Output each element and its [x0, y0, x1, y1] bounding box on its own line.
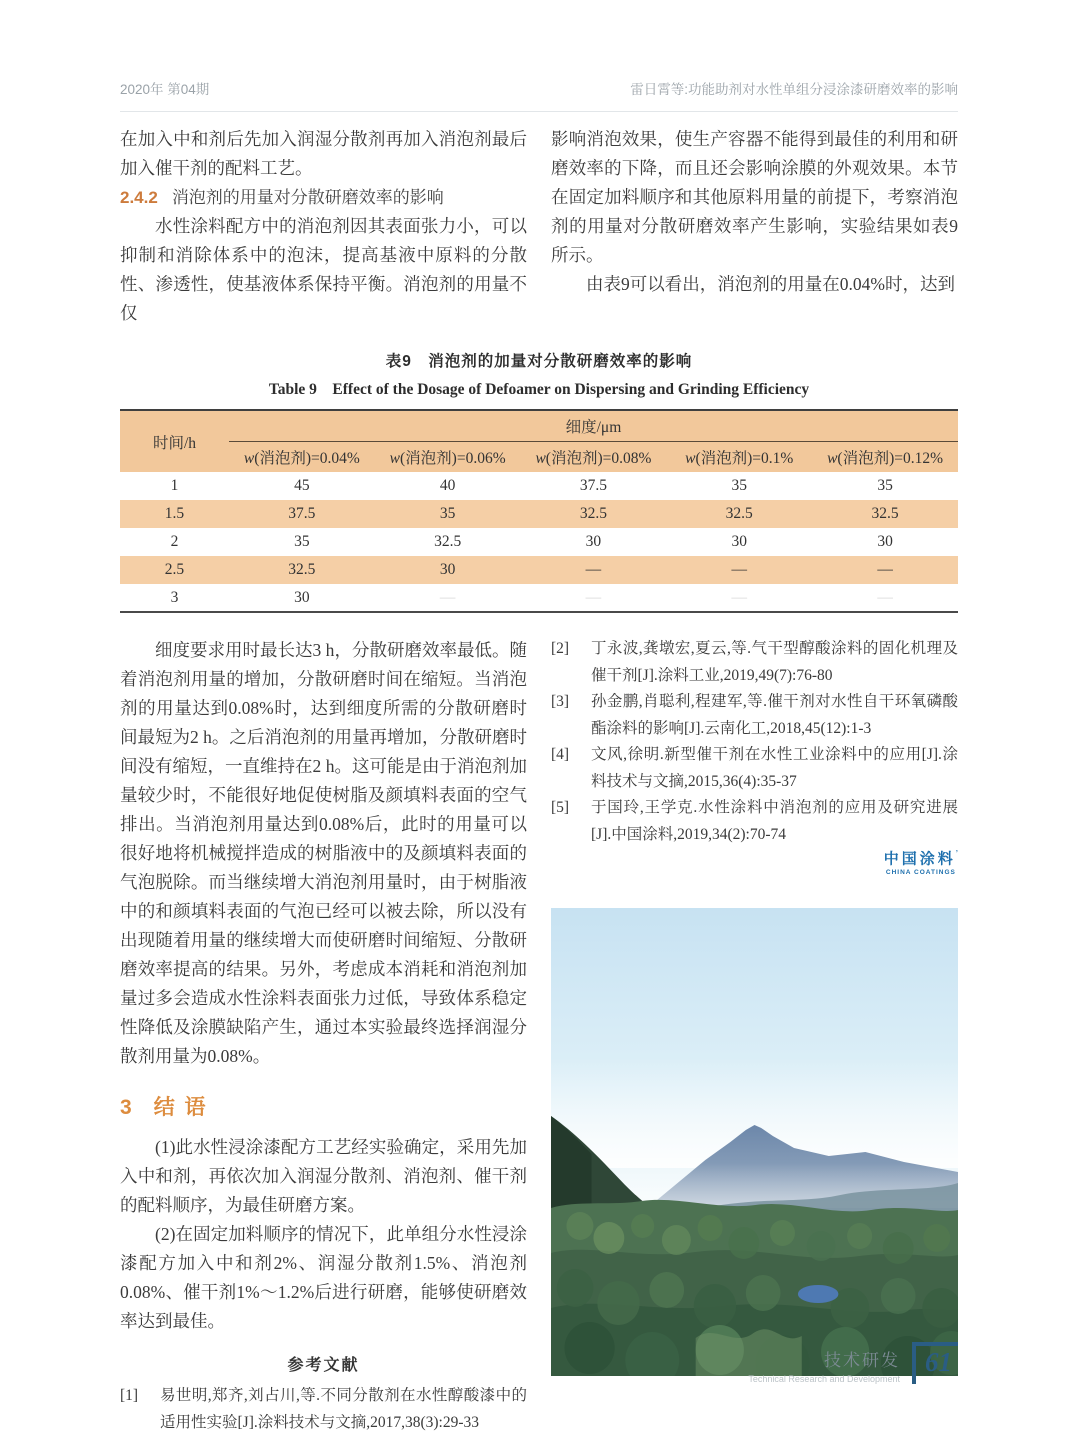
reference-number: [5]: [551, 799, 570, 816]
references-heading: 参考文献: [287, 1357, 360, 1374]
cell-value: 37.5: [579, 477, 607, 494]
footer-section-label: [748, 1346, 900, 1384]
paragraph: 由表9可以看出，消泡剂的用量在0.04%时，达到: [586, 274, 955, 294]
reference-text: 孙金鹏,肖聪利,程建军,等.催干剂对水性自干环氧磷酸酯涂料的影响[J].云南化工,2018,45(12):1-3: [591, 693, 958, 737]
reference-item: [551, 636, 958, 689]
logo-trademark-tick: ’: [955, 849, 958, 860]
dosage-label: (消泡剂)=0.12%: [837, 449, 944, 467]
cell-value: 30: [375, 556, 521, 584]
issue-label: 2020年 第04期: [120, 82, 210, 97]
running-title: 雷日霄等:功能助剂对水性单组分浸涂漆研磨效率的影响: [630, 82, 958, 97]
conclusion-number: 3: [120, 1096, 134, 1119]
cell-value: 40: [439, 477, 456, 494]
col-header-time: 时间/h: [120, 410, 229, 472]
page-number: 61: [925, 1347, 952, 1377]
china-coatings-logo: [884, 850, 958, 877]
defoamer-table: [120, 409, 958, 613]
cell-value: 35: [375, 500, 521, 528]
page-footer: [748, 1342, 958, 1384]
col-header-dosage-012: [812, 441, 958, 472]
cell-value: —: [666, 556, 812, 584]
cell-time: 1: [170, 477, 179, 494]
cell-value: 30: [294, 588, 310, 606]
cell-time: 2: [170, 533, 179, 550]
cell-value: 35: [731, 477, 747, 494]
page-header: [120, 78, 958, 112]
bottom-columns: [120, 636, 958, 1436]
conclusion-heading: [120, 1091, 527, 1121]
cell-value: —: [731, 588, 747, 606]
cell-value: 35: [294, 533, 310, 550]
cell-value: 35: [877, 477, 893, 494]
col-header-dosage-01: [666, 441, 812, 472]
reference-number: [4]: [551, 746, 570, 763]
conclusion-paragraph-2: (2)在固定加料顺序的情况下，此单组分水性浸涂漆配方加入中和剂2%、润湿分散剂1.5%、消泡剂0.08%、催干剂1%～1.2%后进行研磨，能够使研磨效率达到最佳。: [120, 1224, 527, 1331]
col-header-dosage-004: [229, 441, 375, 472]
cell-value: 30: [877, 533, 893, 550]
logo-en-text: CHINA COATINGS: [885, 869, 956, 877]
reference-text: 文风,徐明.新型催干剂在水性工业涂料中的应用[J].涂料技术与文摘,2015,36(4):35-37: [591, 746, 958, 790]
reference-number: [2]: [551, 640, 570, 657]
cell-time: 3: [170, 588, 179, 606]
reference-number: [1]: [120, 1387, 139, 1404]
reference-item: [551, 742, 958, 795]
section-title: 消泡剂的用量对分散研磨效率的影响: [171, 188, 444, 207]
conclusion-title: 结 语: [153, 1096, 208, 1119]
w-symbol: w: [685, 449, 696, 467]
group-header-fineness: 细度/μm: [229, 410, 958, 441]
top-right-column: [551, 125, 958, 328]
mountain-landscape-photo: [551, 908, 958, 1376]
section-heading-2-4-2: [120, 183, 527, 212]
cell-time: 2.5: [120, 556, 229, 584]
bottom-right-column: [551, 636, 958, 1436]
w-symbol: w: [243, 449, 255, 467]
footer-en-label: Technical Research and Development: [748, 1374, 900, 1384]
cell-value: 30: [585, 533, 602, 550]
cell-value: 45: [294, 477, 310, 494]
paragraph: 在加入中和剂后先加入润湿分散剂再加入消泡剂最后加入催干剂的配料工艺。: [120, 129, 527, 178]
w-symbol: w: [535, 449, 546, 467]
w-symbol: w: [389, 449, 400, 467]
bottom-left-column: [120, 636, 527, 1436]
reference-text: 丁永波,龚墩宏,夏云,等.气干型醇酸涂料的固化机理及催干剂[J].涂料工业,2019,49(7):76-80: [591, 640, 958, 684]
cell-value: 32.5: [812, 500, 958, 528]
dosage-label: (消泡剂)=0.06%: [400, 449, 506, 467]
reference-text: 于国玲,王学克.水性涂料中消泡剂的应用及研究进展[J].中国涂料,2019,34(2):70-74: [591, 799, 958, 843]
cell-value: 32.5: [521, 500, 667, 528]
discussion-paragraph: 细度要求用时最长达3 h，分散研磨效率最低。随着消泡剂用量的增加，分散研磨时间在缩短。当消泡剂的用量达到0.08%时，达到细度所需的分散研磨时间最短为2 h。之后消泡剂的用量再增加，分散研磨时间没有缩短，一直维持在2 h。这可能是由于消泡剂加量较少时，不能很好地促使树脂及颜填料表面的空气排出。当消泡剂用量达到0.08%后，此时的用量可以很好地将机械搅拌造成的树脂液中的及颜填料表面的气泡脱除。而当继续增大消泡剂用量时，由于树脂液中的和颜填料表面的气泡已经可以被去除，所以没有出现随着用量的继续增大而使研磨时间缩短、分散研磨效率提高的结果。另外，考虑成本消耗和消泡剂加量过多会造成水性涂料表面张力过低，导致体系稳定性降低及涂膜缺陷产生，通过本实验最终选择润湿分散剂用量为0.08%。: [120, 640, 527, 1066]
reference-item: [120, 1383, 527, 1436]
w-symbol: w: [827, 449, 838, 467]
top-columns: [120, 125, 958, 328]
logo-cn-text: 中国涂料: [883, 850, 956, 868]
paragraph: 影响消泡效果，使生产容器不能得到最佳的利用和研磨效率的下降，而且还会影响涂膜的外观效果。本节在固定加料顺序和其他原料用量的前提下，考察消泡剂的用量对分散研磨效率产生影响，实验结果如表9所示。: [551, 129, 958, 265]
cell-value: —: [877, 588, 893, 606]
cell-value: 32.5: [434, 533, 462, 550]
reference-item: [551, 689, 958, 742]
col-header-dosage-008: [521, 441, 667, 472]
cell-value: —: [521, 556, 667, 584]
cell-value: —: [812, 556, 958, 584]
cell-value: —: [439, 588, 456, 606]
table9-block: [120, 349, 958, 613]
table-row: [120, 500, 958, 528]
table-row: [120, 556, 958, 584]
table-row: [120, 472, 958, 500]
footer-cn-label: 技术研发: [824, 1351, 900, 1370]
cell-value: —: [585, 588, 602, 606]
table-row: [120, 584, 958, 612]
conclusion-paragraph-1: (1)此水性浸涂漆配方工艺经实验确定，采用先加入中和剂，再依次加入润湿分散剂、消泡剂、催干剂的配料顺序，为最佳研磨方案。: [120, 1137, 527, 1215]
top-left-column: [120, 125, 527, 328]
cell-value: 30: [731, 533, 747, 550]
dosage-label: (消泡剂)=0.1%: [695, 449, 794, 467]
col-header-dosage-006: [375, 441, 521, 472]
table-caption-cn: 表9 消泡剂的加量对分散研磨效率的影响: [385, 353, 693, 370]
table-row: [120, 528, 958, 556]
section-number: 2.4.2: [120, 188, 158, 207]
table-caption-en: Table 9 Effect of the Dosage of Defoamer on Dispersing and Grinding Efficiency: [268, 381, 810, 398]
cell-value: 32.5: [666, 500, 812, 528]
cell-time: 1.5: [120, 500, 229, 528]
cell-value: 37.5: [229, 500, 375, 528]
dosage-label: (消泡剂)=0.08%: [545, 449, 652, 467]
reference-number: [3]: [551, 693, 570, 710]
paragraph: 水性涂料配方中的消泡剂因其表面张力小，可以抑制和消除体系中的泡沫，提高基液中原料的分散性、渗透性，使基液体系保持平衡。消泡剂的用量不仅: [120, 216, 527, 323]
reference-text: 易世明,郑齐,刘占川,等.不同分散剂在水性醇酸漆中的适用性实验[J].涂料技术与文摘,2017,38(3):29-33: [160, 1387, 527, 1431]
page-number-box: [912, 1342, 958, 1384]
reference-item: [551, 795, 958, 848]
cell-value: 32.5: [229, 556, 375, 584]
dosage-label: (消泡剂)=0.04%: [254, 449, 360, 467]
